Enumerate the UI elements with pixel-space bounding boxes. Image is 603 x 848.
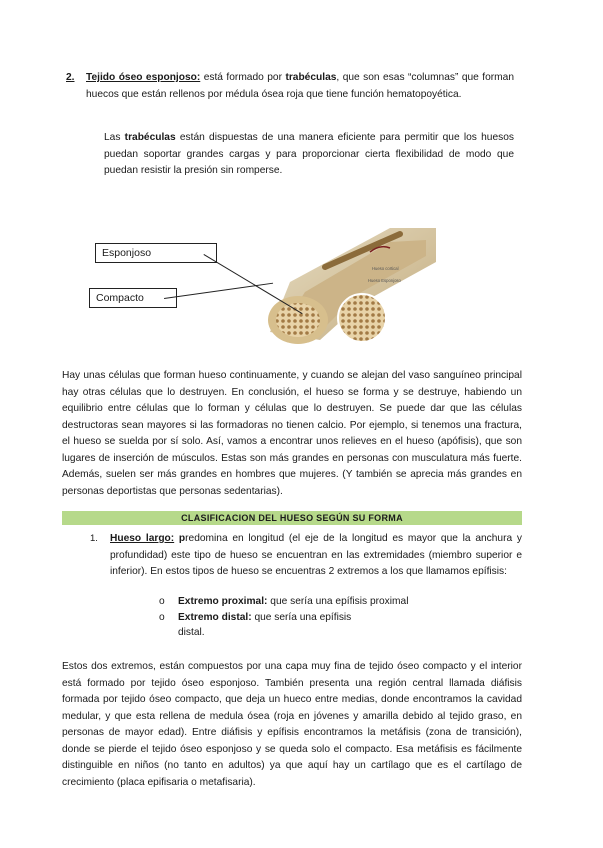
section-bold-trabeculas: trabéculas bbox=[285, 72, 337, 83]
body-paragraph-2 bbox=[62, 659, 522, 791]
sub-item-distal bbox=[159, 610, 499, 626]
spongy-bone-photo bbox=[451, 188, 521, 338]
inner-label-spongy: Hueso Esponjoso bbox=[368, 278, 401, 283]
section-text-b: , que son esas “columnas” que forman huecos que están rellenos por médula ósea roja que tiene función hematopoyética. bbox=[86, 72, 514, 100]
trab-text-a: Las bbox=[104, 132, 125, 143]
paragraph-2-text: Estos dos extremos, están compuestos por una capa muy fina de tejido óseo compacto y el interior está formado por tejido óseo esponjoso. También presenta una región central llamada diáfisis formada por tejido óseo compacto, que deja un hueco entre medias, donde encontramos la cavidad medular, y que esta rellena de medula ósea (roja en jóvenes y amarilla debido al tejido graso, en personas de mayor edad). Entre diáfisis y epífisis encontramos la metáfisis (zona de transición), donde se pierde el tejido óseo esponjoso y se queda solo el compacto. Esa metáfisis es fácilmente distinguible en niños (no tanto en adultos) ya que aquí hay un cartílago que es el cartílago de crecimiento (placa epifisaria o metafisaria). bbox=[62, 661, 522, 788]
sub-item-distal-continuation: distal. bbox=[178, 627, 205, 638]
section-2-paragraph bbox=[66, 70, 514, 103]
bone-cross-section-image bbox=[250, 222, 446, 346]
bullet-o: o bbox=[159, 596, 165, 607]
classification-heading: CLASIFICACION DEL HUESO SEGÚN SU FORMA bbox=[62, 511, 522, 525]
sub-text-proximal: que sería una epífisis proximal bbox=[267, 596, 409, 607]
bullet-o: o bbox=[159, 612, 165, 623]
list-item-hueso-largo bbox=[90, 531, 522, 581]
sub-item-proximal bbox=[159, 594, 499, 610]
label-esponjoso: Esponjoso bbox=[95, 243, 217, 263]
trab-text-b: están dispuestas de una manera eficiente para permitir que los huesos puedan soportar grandes cargas y para proporcionar cierta flexibilidad de modo que puedan resistir la presión sin romperse. bbox=[104, 132, 514, 176]
section-text-a: está formado por bbox=[200, 72, 286, 83]
item-term: Hueso largo: bbox=[110, 533, 175, 544]
item-text: redomina en longitud (el eje de la longitud es mayor que la anchura y profundidad) este tipo de hueso se encuentran en las extremidades (miembro superior e inferior). En estos tipos de hueso se encuentras 2 extremos a los que llamamos epífisis: bbox=[110, 533, 522, 577]
label-compacto: Compacto bbox=[89, 288, 177, 308]
trabeculas-paragraph bbox=[104, 130, 514, 180]
sub-term-distal: Extremo distal: bbox=[178, 612, 252, 623]
trab-bold: trabéculas bbox=[124, 132, 176, 143]
item-bold-letter: p bbox=[174, 533, 186, 544]
inner-label-cortical: Hueso cortical bbox=[372, 266, 399, 271]
section-term: Tejido óseo esponjoso: bbox=[86, 72, 201, 83]
body-paragraph-1 bbox=[62, 368, 522, 500]
sub-text-distal: que sería una epífisis bbox=[251, 612, 352, 623]
paragraph-1-text: Hay unas células que forman hueso continuamente, y cuando se alejan del vaso sanguíneo principal hay otras células que lo destruyen. En conclusión, el hueso se forma y se destruye, habiendo un equilibrio entre células que lo forman y células que lo destruyen. Se puede dar que las células destructoras sean mayores si las formadoras no tienen calcio. Por ejemplo, si tenemos una fractura, el hueso se suelda por sí solo. Así, vamos a encontrar unos relieves en el hueso (apófisis), que son lugares de inserción de músculos. Estas son más grandes en personas con musculatura más fuerte. Además, suelen ser más grandes en hombres que mujeres. (Y también se aprecia más grandes en personas deportistas que personas sedentarias). bbox=[62, 370, 522, 497]
list-number: 1. bbox=[90, 533, 98, 544]
sub-term-proximal: Extremo proximal: bbox=[178, 596, 268, 607]
section-number: 2. bbox=[66, 72, 75, 83]
